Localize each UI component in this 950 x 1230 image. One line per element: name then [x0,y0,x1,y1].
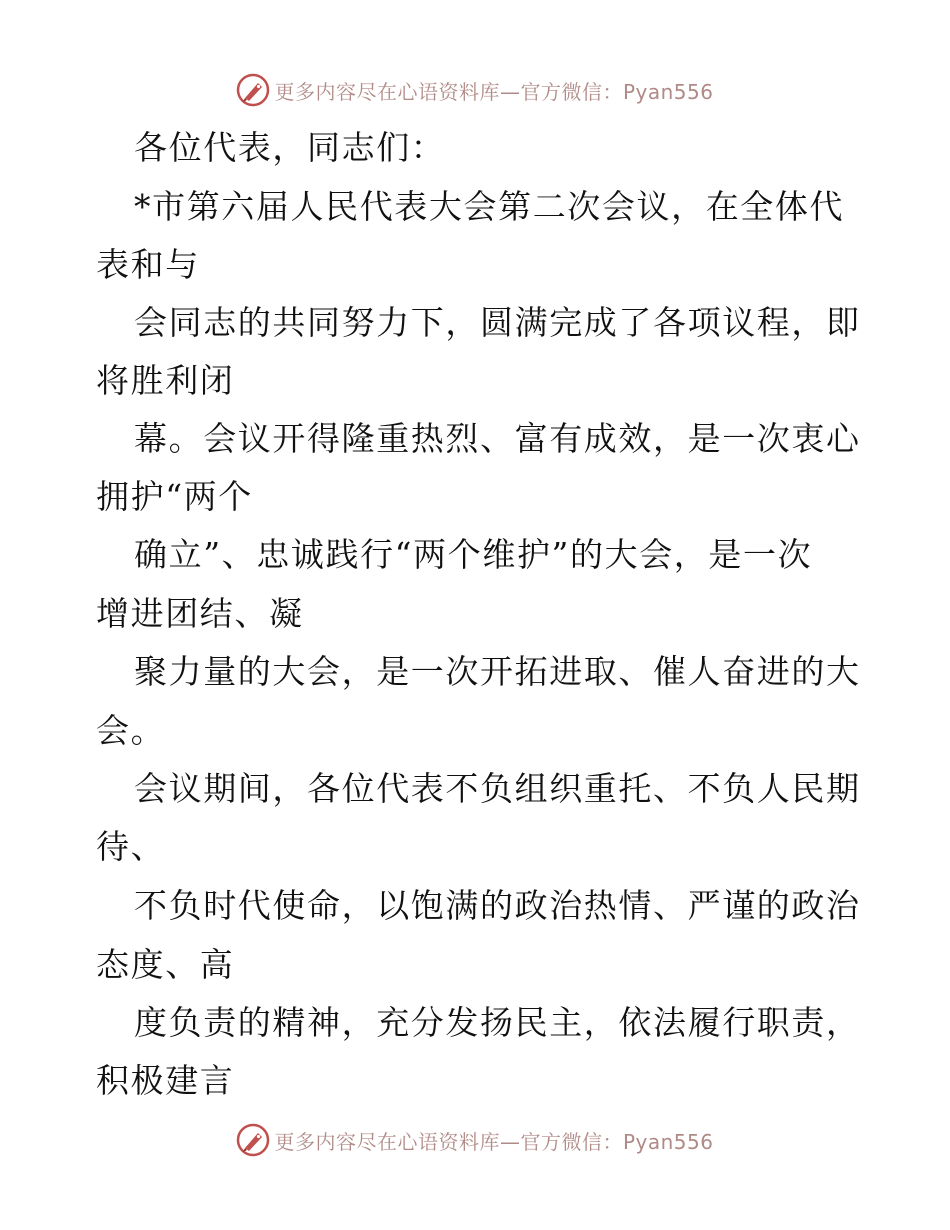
doc-line: 将胜利闭 [96,361,235,400]
doc-line: 会议期间，各位代表不负组织重托、不负人民期 [134,769,861,808]
doc-line: 会同志的共同努力下，圆满完成了各项议程，即 [134,303,861,342]
doc-line: 确立”、忠诚践行“两个维护”的大会，是一次 [134,535,813,574]
doc-line: 各位代表，同志们： [134,128,446,167]
doc-line: 幕。会议开得隆重热烈、富有成效，是一次衷心 [134,419,861,458]
doc-line: 度负责的精神，充分发扬民主，依法履行职责， [134,1003,861,1042]
header-banner-text: 更多内容尽在心语资料库—官方微信：Pyan556 [274,79,714,104]
doc-line: 积极建言 [96,1061,235,1100]
footer-banner-text: 更多内容尽在心语资料库—官方微信：Pyan556 [274,1129,714,1154]
doc-line: 会。 [96,711,166,750]
doc-line: 增进团结、凝 [96,594,304,633]
footer-banner [0,1118,950,1162]
doc-line: 拥护“两个 [96,477,253,516]
doc-line: 态度、高 [96,945,235,984]
doc-line: 表和与 [96,245,200,284]
doc-line: 聚力量的大会，是一次开拓进取、催人奋进的大 [134,652,861,691]
doc-line: 待、 [96,827,166,866]
pen-nib-logo-icon [236,73,270,107]
pen-nib-logo-icon [236,1123,270,1157]
header-banner [0,68,950,112]
doc-line: *市第六届人民代表大会第二次会议，在全体代 [134,187,845,226]
doc-line: 不负时代使命，以饱满的政治热情、严谨的政治 [134,886,861,925]
